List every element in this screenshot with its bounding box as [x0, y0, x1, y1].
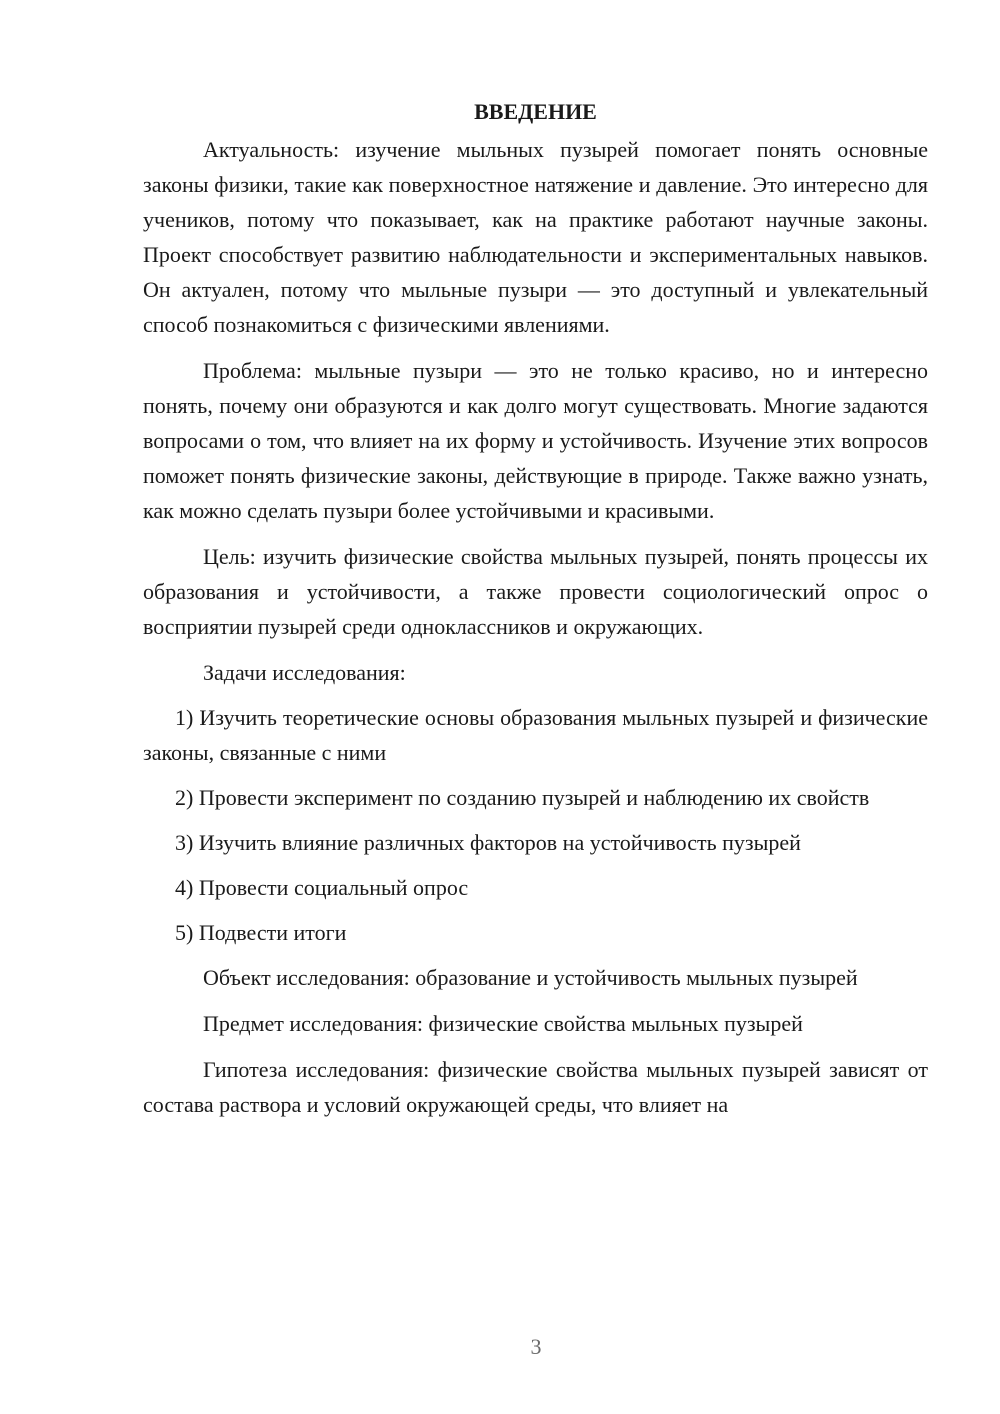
problem-paragraph: Проблема: мыльные пузыри — это не только красиво, но и интересно понять, почему они образуются и как долго могут существовать. Многие задаются вопросами о том, что влияет на их форму и устойчивость. Изучение этих вопросов поможет понять физические законы, действующие в природе. Также важно узнать, как можно сделать пузыри более устойчивыми и красивыми.: [143, 358, 928, 523]
list-item: 1) Изучить теоретические основы образования мыльных пузырей и физические законы, связанные с ними: [143, 705, 928, 765]
tasks-heading: Задачи исследования:: [203, 660, 406, 685]
goal-paragraph: Цель: изучить физические свойства мыльных пузырей, понять процессы их образования и устойчивости, а также провести социологический опрос о восприятии пузырей среди одноклассников и окружающих.: [143, 544, 928, 639]
tasks-list: [143, 700, 928, 950]
page-title: ВВЕДЕНИЕ: [474, 99, 597, 124]
list-item: 2) Провести эксперимент по созданию пузырей и наблюдению их свойств: [175, 785, 870, 810]
list-item: 3) Изучить влияние различных факторов на устойчивость пузырей: [175, 830, 801, 855]
object-paragraph: Объект исследования: образование и устойчивость мыльных пузырей: [203, 965, 858, 990]
hypothesis-paragraph: Гипотеза исследования: физические свойства мыльных пузырей зависят от состава раствора и условий окружающей среды, что влияет на: [143, 1057, 928, 1117]
page-content: [143, 94, 928, 1133]
subject-paragraph: Предмет исследования: физические свойства мыльных пузырей: [203, 1011, 803, 1036]
list-item: 5) Подвести итоги: [175, 920, 347, 945]
relevance-paragraph: Актуальность: изучение мыльных пузырей помогает понять основные законы физики, такие как поверхностное натяжение и давление. Это интересно для учеников, потому что показывает, как на практике работают научные законы. Проект способствует развитию наблюдательности и экспериментальных навыков. Он актуален, потому что мыльные пузыри — это доступный и увлекательный способ познакомиться с физическими явлениями.: [143, 137, 928, 337]
list-item: 4) Провести социальный опрос: [175, 875, 469, 900]
page-number: 3: [530, 1334, 542, 1359]
